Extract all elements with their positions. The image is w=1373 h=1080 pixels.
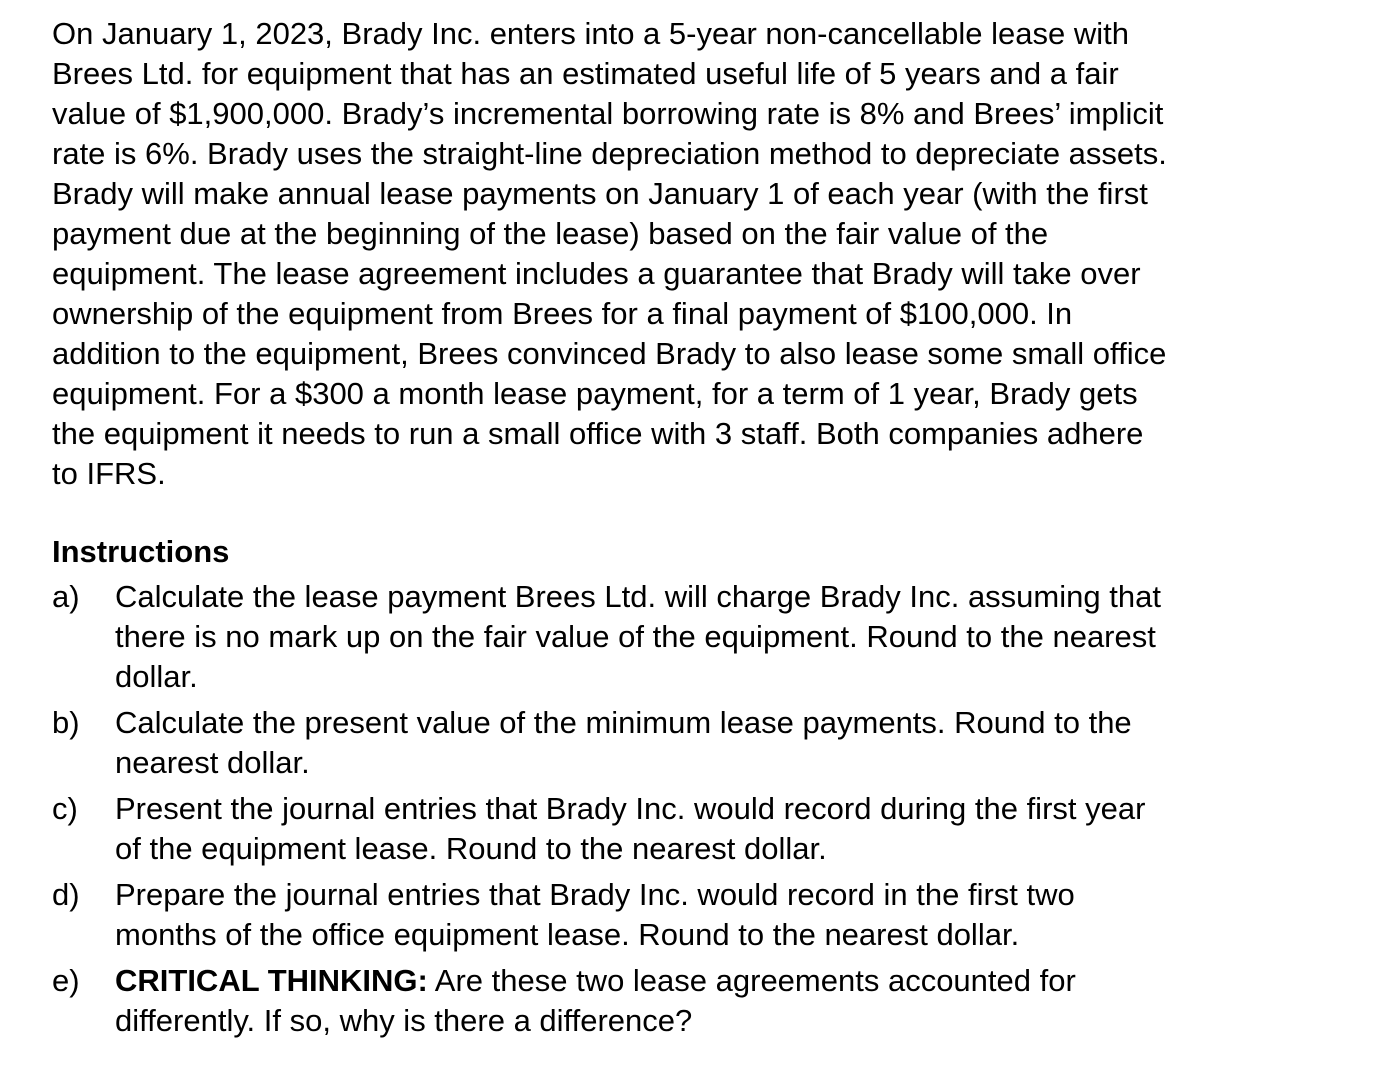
problem-line: Brady will make annual lease payments on January 1 of each year (with the first <box>52 176 1148 211</box>
problem-line: equipment. The lease agreement includes a guarantee that Brady will take over <box>52 256 1141 291</box>
instruction-item-a <box>52 577 1342 697</box>
problem-line: rate is 6%. Brady uses the straight-line depreciation method to depreciate assets. <box>52 136 1167 171</box>
problem-statement <box>52 14 1342 494</box>
problem-line: On January 1, 2023, Brady Inc. enters into a 5-year non-cancellable lease with <box>52 16 1130 51</box>
document-page <box>52 14 1342 1038</box>
problem-line: payment due at the beginning of the lease) based on the fair value of the <box>52 216 1049 251</box>
problem-line: the equipment it needs to run a small office with 3 staff. Both companies adhere <box>52 416 1144 451</box>
critical-thinking-label: CRITICAL THINKING: <box>115 963 428 998</box>
item-line-rest: Are these two lease agreements accounted for <box>427 963 1076 998</box>
item-line: Prepare the journal entries that Brady Inc. would record in the first two <box>115 877 1075 912</box>
item-marker: a) <box>52 579 80 614</box>
item-marker: d) <box>52 877 80 912</box>
item-marker: e) <box>52 963 80 998</box>
item-line: there is no mark up on the fair value of the equipment. Round to the nearest <box>115 619 1156 654</box>
item-line: months of the office equipment lease. Round to the nearest dollar. <box>115 917 1020 952</box>
instruction-item-b <box>52 703 1342 783</box>
instruction-item-d <box>52 875 1342 955</box>
problem-line: equipment. For a $300 a month lease payment, for a term of 1 year, Brady gets <box>52 376 1138 411</box>
instruction-item-e <box>52 961 1342 1041</box>
item-line: Present the journal entries that Brady Inc. would record during the first year <box>115 791 1146 826</box>
problem-line: Brees Ltd. for equipment that has an estimated useful life of 5 years and a fair <box>52 56 1119 91</box>
item-line: Calculate the lease payment Brees Ltd. will charge Brady Inc. assuming that <box>115 579 1161 614</box>
item-line: nearest dollar. <box>115 745 310 780</box>
problem-line: ownership of the equipment from Brees for a final payment of $100,000. In <box>52 296 1073 331</box>
item-line: of the equipment lease. Round to the nearest dollar. <box>115 831 827 866</box>
problem-line: value of $1,900,000. Brady’s incremental borrowing rate is 8% and Brees’ implicit <box>52 96 1164 131</box>
instruction-item-c <box>52 789 1342 869</box>
problem-line: addition to the equipment, Brees convinced Brady to also lease some small office <box>52 336 1167 371</box>
instructions-heading: Instructions <box>52 534 230 569</box>
item-marker: c) <box>52 791 78 826</box>
item-line-first <box>115 961 1342 1001</box>
item-line: differently. If so, why is there a difference? <box>115 1003 693 1038</box>
item-line: Calculate the present value of the minimum lease payments. Round to the <box>115 705 1132 740</box>
problem-line: to IFRS. <box>52 456 166 491</box>
item-line: dollar. <box>115 659 198 694</box>
item-marker: b) <box>52 705 80 740</box>
instructions-list <box>52 577 1342 1047</box>
